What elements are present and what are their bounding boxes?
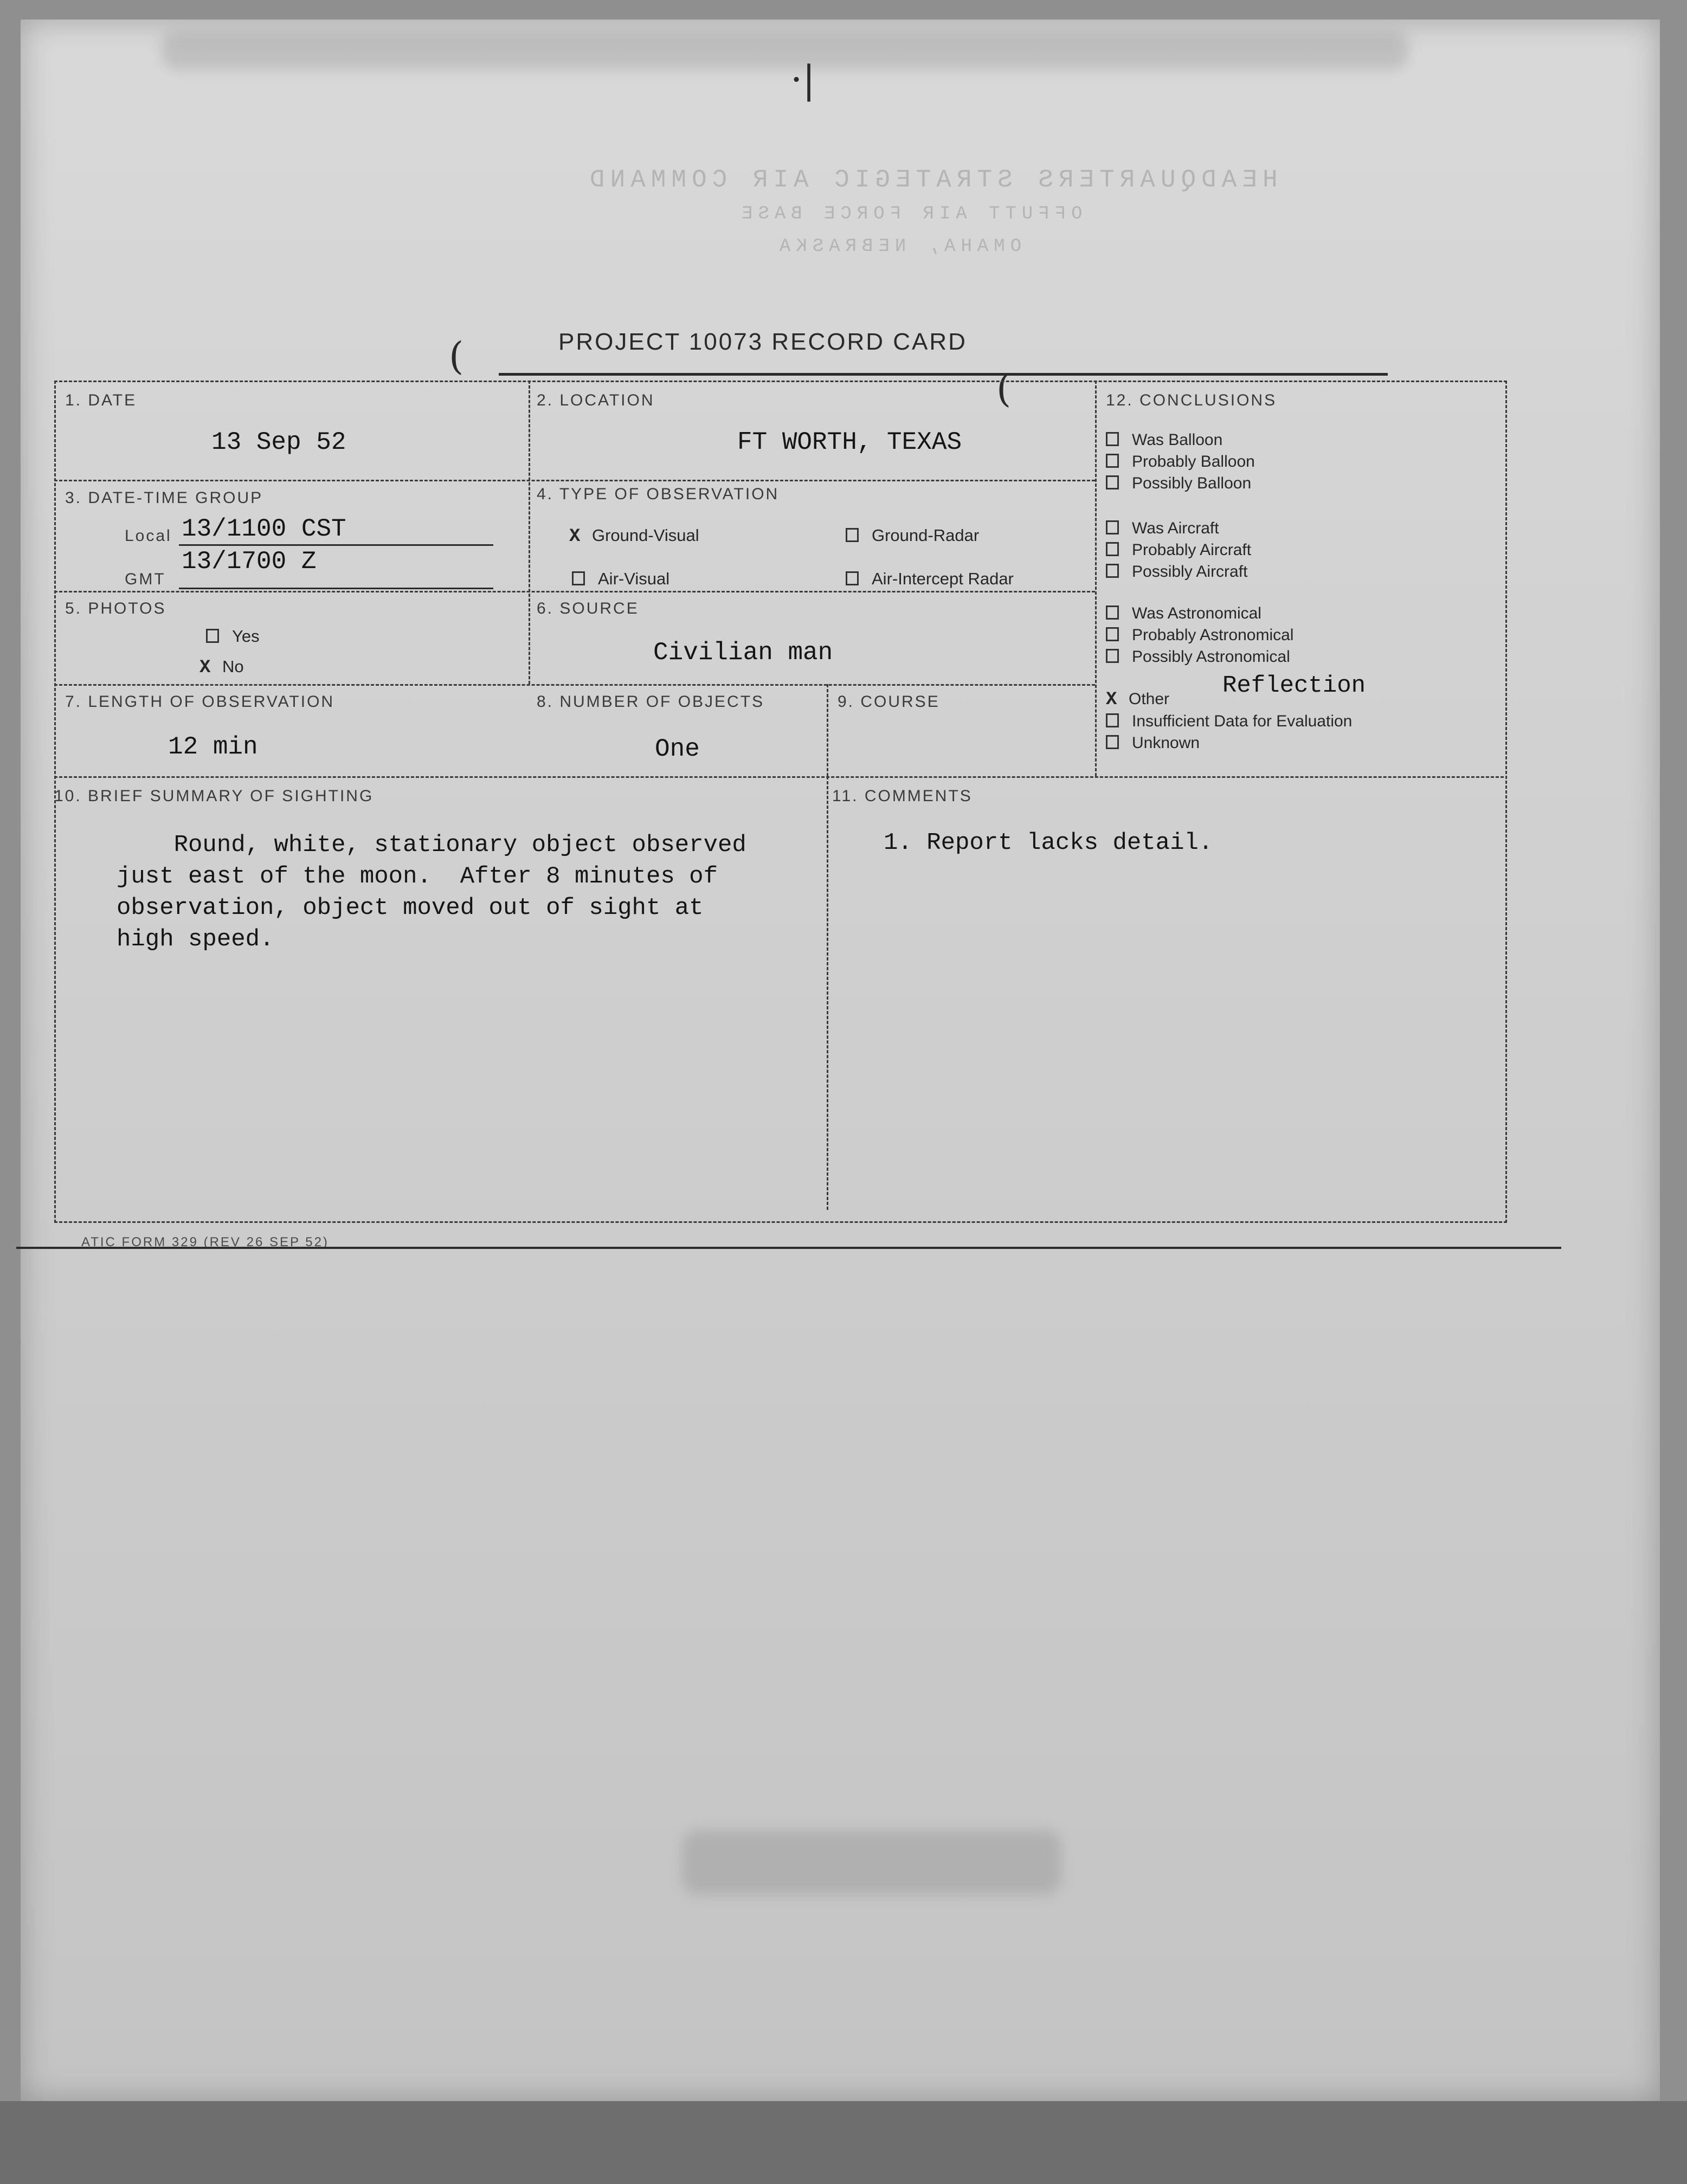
photos-yes-option[interactable]: Yes	[206, 627, 260, 646]
location-value: FT WORTH, TEXAS	[737, 428, 962, 456]
option-air-intercept-radar[interactable]: Air-Intercept Radar	[846, 569, 1014, 589]
num-objects-value: One	[655, 735, 700, 763]
checkbox-icon	[1106, 475, 1119, 489]
bleed-through-text: OFFUTT AIR FORCE BASE	[736, 204, 1083, 224]
checked-mark-icon: X	[569, 526, 581, 547]
divider	[827, 684, 828, 776]
form-footer: ATIC FORM 329 (REV 26 SEP 52)	[81, 1235, 329, 1249]
card-top-rule	[499, 373, 1388, 376]
type-label: 4. TYPE OF OBSERVATION	[537, 485, 780, 503]
conclusions-group-aircraft	[1106, 518, 1251, 583]
checkbox-icon	[1106, 605, 1119, 620]
divider	[54, 684, 1095, 686]
conclusion-option[interactable]: Possibly Balloon	[1106, 473, 1255, 494]
divider	[529, 381, 530, 684]
divider	[54, 591, 1095, 592]
comments-label: 11. COMMENTS	[832, 787, 973, 805]
dtg-local-value: 13/1100 CST	[182, 515, 346, 543]
conclusion-option[interactable]: Unknown	[1106, 732, 1352, 754]
course-label: 9. COURSE	[838, 693, 940, 711]
dtg-local-underline	[179, 544, 493, 546]
checkbox-icon	[1106, 542, 1119, 556]
conclusions-group-astronomical	[1106, 603, 1293, 668]
tape-smudge-top	[162, 31, 1408, 69]
checkbox-icon	[206, 629, 219, 643]
summary-text	[117, 829, 746, 955]
location-label: 2. LOCATION	[537, 391, 655, 409]
source-value: Civilian man	[653, 639, 833, 667]
divider	[1095, 381, 1097, 776]
conclusion-option[interactable]: Probably Balloon	[1106, 451, 1255, 473]
option-air-visual[interactable]: Air-Visual	[572, 569, 669, 589]
checkbox-icon	[1106, 564, 1119, 578]
checkbox-icon	[1106, 454, 1119, 468]
comments-value: 1. Report lacks detail.	[884, 829, 1213, 856]
dtg-gmt-label: GMT	[125, 570, 166, 588]
source-label: 6. SOURCE	[537, 600, 639, 617]
option-ground-visual[interactable]: X Ground-Visual	[569, 526, 699, 547]
photos-no-option[interactable]: X No	[199, 657, 244, 678]
conclusion-option[interactable]: Insufficient Data for Evaluation	[1106, 711, 1352, 732]
num-objects-label: 8. NUMBER OF OBJECTS	[537, 693, 765, 711]
conclusions-other-value: Reflection	[1222, 672, 1366, 699]
checked-mark-icon: X	[1106, 690, 1117, 710]
date-value: 13 Sep 52	[211, 428, 346, 456]
length-label: 7. LENGTH OF OBSERVATION	[65, 693, 335, 711]
dtg-local-label: Local	[125, 527, 172, 545]
staple-mark: ·|	[790, 57, 815, 102]
dtg-label: 3. DATE-TIME GROUP	[65, 489, 263, 507]
conclusions-label: 12. CONCLUSIONS	[1106, 391, 1277, 409]
date-label: 1. DATE	[65, 391, 137, 409]
option-ground-radar[interactable]: Ground-Radar	[846, 526, 979, 545]
paren-mark: (	[996, 366, 1012, 411]
summary-line: Round, white, stationary object observed	[117, 832, 746, 859]
checkbox-icon	[1106, 713, 1119, 727]
checked-mark-icon: X	[199, 658, 211, 678]
conclusion-option[interactable]: Possibly Aircraft	[1106, 561, 1251, 583]
checkbox-icon	[1106, 627, 1119, 641]
divider	[827, 776, 828, 1210]
summary-line: observation, object moved out of sight at	[117, 894, 704, 922]
conclusion-option-other[interactable]: X Other	[1106, 690, 1170, 710]
divider	[54, 776, 1504, 778]
photos-label: 5. PHOTOS	[65, 600, 166, 617]
conclusion-option[interactable]: Possibly Astronomical	[1106, 646, 1293, 668]
conclusion-option[interactable]: Was Balloon	[1106, 429, 1255, 451]
checkbox-icon	[1106, 520, 1119, 534]
tape-smudge-bottom	[682, 1830, 1061, 1895]
card-title: PROJECT 10073 RECORD CARD	[558, 328, 967, 355]
bleed-through-text: HEADQUARTERS STRATEGIC AIR COMMAND	[584, 166, 1278, 194]
dtg-gmt-underline	[179, 588, 493, 589]
checkbox-icon	[572, 571, 585, 585]
card-bottom-rule	[16, 1247, 1561, 1249]
conclusion-option[interactable]: Probably Aircraft	[1106, 539, 1251, 561]
length-value: 12 min	[168, 733, 258, 761]
checkbox-icon	[846, 528, 859, 542]
paren-mark: (	[449, 334, 464, 378]
bleed-through-text: OMAHA, NEBRASKA	[774, 236, 1022, 257]
dtg-gmt-value: 13/1700 Z	[182, 547, 317, 576]
summary-line: just east of the moon. After 8 minutes of	[117, 863, 718, 890]
conclusion-option[interactable]: Was Aircraft	[1106, 518, 1251, 539]
divider	[54, 480, 1095, 481]
checkbox-icon	[1106, 432, 1119, 446]
summary-line: high speed.	[117, 926, 274, 953]
checkbox-icon	[1106, 735, 1119, 749]
checkbox-icon	[846, 571, 859, 585]
checkbox-icon	[1106, 649, 1119, 663]
conclusion-option[interactable]: Probably Astronomical	[1106, 624, 1293, 646]
summary-label: 10. BRIEF SUMMARY OF SIGHTING	[54, 787, 374, 805]
scan-bottom-edge	[0, 2101, 1687, 2184]
conclusions-group-balloon	[1106, 429, 1255, 494]
conclusion-option[interactable]: Was Astronomical	[1106, 603, 1293, 624]
